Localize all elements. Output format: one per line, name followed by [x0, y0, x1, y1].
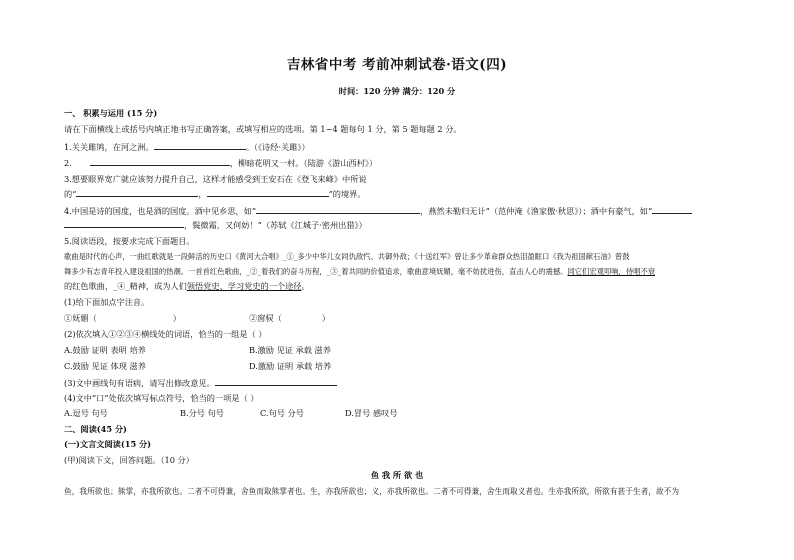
question-2-prefix: 2. — [64, 158, 72, 168]
question-4-line-2 — [64, 219, 367, 231]
option-c[interactable]: C.句号 分号 — [260, 408, 304, 418]
question-1-suffix: 。（《诗经·关雎》） — [245, 142, 310, 152]
page-title: 吉林省中考 考前冲刺试卷·语文(四) — [286, 57, 508, 73]
option-b[interactable]: B.分号 句号 — [180, 408, 224, 418]
answer-blank[interactable] — [64, 219, 184, 228]
answer-blank[interactable] — [256, 205, 420, 214]
option-c[interactable]: C.鼓励 见证 体现 滋养 — [64, 361, 146, 371]
question-4-line-1 — [64, 205, 692, 217]
question-3-suffix: ”的境界。 — [328, 189, 366, 199]
question-4-mid: ，燕然未勒归无计”（范仲淹《渔家傲·秋思》）；酒中有豪气，如“ — [420, 206, 653, 216]
answer-blank[interactable] — [154, 141, 246, 150]
section-heading-2: 二、阅读(45 分) — [64, 424, 127, 434]
question-3-mid: ， — [198, 189, 207, 199]
sub-question-3 — [64, 377, 337, 389]
answer-blank[interactable] — [652, 205, 692, 214]
answer-blank[interactable] — [215, 377, 337, 386]
page-subtitle: 时间：120 分钟 满分：120 分 — [338, 86, 456, 96]
section-heading-1: 一、 积累与运用 (15 分) — [64, 108, 158, 118]
question-5-passage-3 — [64, 281, 310, 292]
question-4-prefix: 4.中国是诗的国度，也是酒的国度。酒中见乡思，如“ — [64, 206, 257, 216]
option-a[interactable]: A.鼓励 证明 表明 培养 — [64, 345, 146, 355]
question-1-prefix: 1.关关雎鸠，在河之洲。 — [64, 142, 154, 152]
sub-question-3-text: (3)文中画线句有语病，请写出修改意见。 — [64, 378, 215, 388]
answer-blank[interactable] — [76, 188, 198, 197]
question-2 — [64, 157, 377, 169]
option-d[interactable]: D.冒号 感叹号 — [345, 408, 398, 418]
passage-text: 。 — [301, 281, 310, 291]
answer-blank[interactable] — [90, 157, 230, 166]
sub-question-4: (4)文中“口”处依次填写标点符号，恰当的一项是（ ） — [64, 393, 259, 403]
sub-question-1-b — [249, 313, 330, 324]
sub-section-heading: (一)文言文阅读(15 分) — [64, 439, 152, 449]
sub-question-1: (1)给下面加点字注音。 — [64, 297, 150, 307]
instructions-text: 请在下面横线上或括号内填正地书写正确答案，或填写相应的选项。第 1~4 题每句 1 分，第 5 题每题 2 分。 — [64, 124, 462, 134]
pinyin-label: ②窗棂（ — [249, 313, 282, 323]
question-5-passage-1: 歌曲是时代的心声，一曲红歌就是一段鲜活的历史口《黄河大合唱》_①_多少中华儿女同仇敌忾、共御外敌；《十送红军》曾让多少革命群众热泪盈眶口《我为祖国献石油》曾鼓 — [64, 252, 630, 261]
passage-text: 的红色歌曲，_④_精神，成为人们 — [64, 281, 187, 291]
essay-title: 鱼 我 所 欲 也 — [370, 470, 424, 480]
sub-question-1-a — [64, 313, 181, 324]
passage-text: 舞多少有志青年投入建设祖国的热潮。一首首红色歌曲，_②_着我们的奋斗历程，_③_着共同的价值追求，歌曲意境妩媚，毫不妨扰进伤，直击人心的震撼。 — [64, 267, 568, 276]
question-5-passage-2 — [64, 266, 655, 277]
essay-text: 鱼，我所欲也；熊掌，亦我所欲也。二者不可得兼，舍鱼而取熊掌者也。生，亦我所欲也；义，亦我所欲也。二者不可得兼，舍生而取义者也。生亦我所欲，所欲有甚于生者，故不为 — [64, 487, 680, 496]
question-3-line-2 — [64, 188, 366, 200]
option-b[interactable]: B.激励 见证 承载 滋养 — [249, 345, 331, 355]
part-a-instructions: (甲)阅读下文，回答问题。（10 分） — [64, 455, 194, 465]
question-1 — [64, 141, 310, 153]
option-d[interactable]: D.激励 证明 承载 培养 — [249, 361, 332, 371]
question-3-open: 的“ — [64, 189, 77, 199]
question-3-line-1: 3.想要眼界宽广就应该努力提升自己，这样才能感受到王安石在《登飞来峰》中所说 — [64, 174, 367, 184]
answer-blank[interactable] — [207, 188, 329, 197]
pinyin-label: ①妩媚（ — [64, 313, 97, 323]
underlined-sentence: 同它们宏观叩响，侍唱不衰 — [567, 267, 656, 276]
paren-close: ） — [172, 313, 181, 323]
question-5-intro: 5.阅读语段，按要求完成下面题目。 — [64, 236, 195, 246]
question-2-suffix: ，柳暗花明又一村。（陆游《游山西村》） — [229, 158, 378, 168]
sub-question-2: (2)依次填入①②③④横线处的词语，恰当的一组是（ ） — [64, 329, 267, 339]
paren-close: ） — [321, 313, 330, 323]
question-4-suffix: ，鬓微霜，又何妨！”（苏轼《江城子·密州出猎》） — [184, 220, 367, 230]
underlined-sentence: 领悟党史、学习党史的一个途径 — [186, 281, 302, 291]
option-a[interactable]: A.逗号 句号 — [64, 408, 108, 418]
